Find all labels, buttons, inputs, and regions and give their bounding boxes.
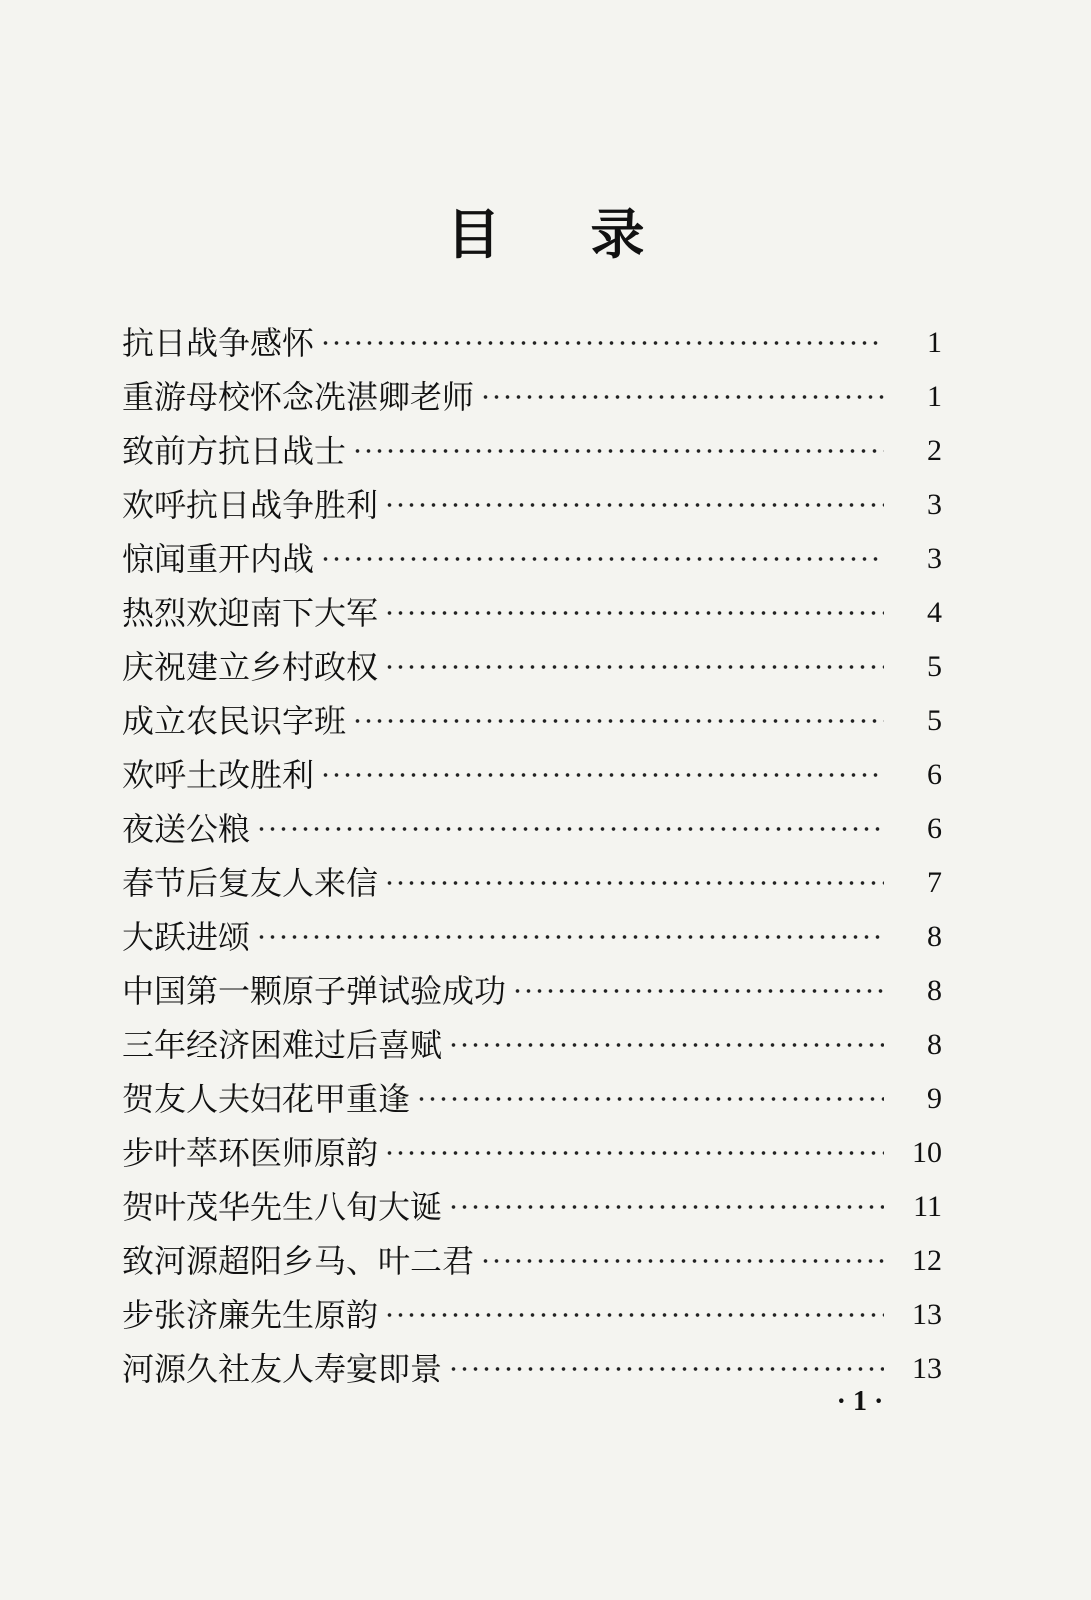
toc-entry-title: 春节后复友人来信 [122, 864, 379, 902]
toc-entry-page: 11 [913, 1190, 942, 1223]
dot-leader [384, 1150, 884, 1156]
toc-entry-page: 13 [912, 1352, 942, 1385]
toc-entry[interactable] [122, 532, 942, 586]
dot-leader [384, 1312, 884, 1318]
toc-entry-page: 4 [927, 596, 942, 629]
toc-entry-title: 重游母校怀念冼湛卿老师 [122, 378, 475, 416]
toc-entry-page: 1 [927, 326, 942, 359]
toc-entry[interactable] [122, 370, 942, 424]
toc-entry-page: 6 [927, 758, 942, 791]
toc-entry-page: 3 [927, 488, 942, 521]
dot-leader [512, 988, 884, 994]
toc-entry-page: 2 [927, 434, 942, 467]
toc-entry[interactable] [122, 694, 942, 748]
toc-entry[interactable] [122, 586, 942, 640]
dot-leader [320, 556, 884, 562]
toc-entry[interactable] [122, 748, 942, 802]
table-of-contents [122, 316, 942, 1396]
toc-entry-title: 河源久社友人寿宴即景 [122, 1350, 443, 1388]
toc-entry-title: 成立农民识字班 [122, 702, 347, 740]
dot-leader [448, 1204, 884, 1210]
dot-leader [384, 502, 884, 508]
dot-leader [256, 934, 884, 940]
toc-entry-title: 贺叶茂华先生八旬大诞 [122, 1188, 443, 1226]
toc-entry-page: 5 [927, 704, 942, 737]
dot-leader [320, 340, 884, 346]
toc-entry-page: 8 [927, 920, 942, 953]
toc-entry-page: 1 [927, 380, 942, 413]
dot-leader [448, 1366, 884, 1372]
title-char-2: 录 [590, 203, 645, 266]
dot-leader [352, 448, 884, 454]
toc-entry-title: 欢呼抗日战争胜利 [122, 486, 379, 524]
toc-entry-page: 8 [927, 1028, 942, 1061]
toc-entry-page: 12 [912, 1244, 942, 1277]
dot-leader [480, 1258, 884, 1264]
toc-entry-title: 庆祝建立乡村政权 [122, 648, 379, 686]
toc-entry-title: 惊闻重开内战 [122, 540, 315, 578]
toc-entry[interactable] [122, 640, 942, 694]
toc-entry-title: 夜送公粮 [122, 810, 251, 848]
toc-entry-title: 步叶萃环医师原韵 [122, 1134, 379, 1172]
dot-leader [256, 826, 884, 832]
dot-leader [448, 1042, 884, 1048]
toc-entry-title: 致前方抗日战士 [122, 432, 347, 470]
toc-entry-title: 三年经济困难过后喜赋 [122, 1026, 443, 1064]
toc-entry[interactable] [122, 802, 942, 856]
toc-entry-title: 步张济廉先生原韵 [122, 1296, 379, 1334]
toc-entry-title: 贺友人夫妇花甲重逢 [122, 1080, 411, 1118]
toc-entry[interactable] [122, 1180, 942, 1234]
toc-entry-title: 中国第一颗原子弹试验成功 [122, 972, 507, 1010]
dot-leader [384, 880, 884, 886]
toc-entry-page: 10 [912, 1136, 942, 1169]
page-number-footer: · 1 · [836, 1386, 884, 1417]
toc-entry[interactable] [122, 964, 942, 1018]
toc-entry-page: 3 [927, 542, 942, 575]
toc-entry[interactable] [122, 1234, 942, 1288]
dot-leader [480, 394, 884, 400]
toc-entry[interactable] [122, 1018, 942, 1072]
toc-entry-page: 5 [927, 650, 942, 683]
toc-entry[interactable] [122, 424, 942, 478]
toc-entry-page: 13 [912, 1298, 942, 1331]
toc-entry-page: 6 [927, 812, 942, 845]
toc-entry-title: 欢呼土改胜利 [122, 756, 315, 794]
toc-entry[interactable] [122, 1072, 942, 1126]
toc-entry-title: 抗日战争感怀 [122, 324, 315, 362]
page-title [0, 200, 1091, 270]
dot-leader [384, 664, 884, 670]
toc-entry-title: 大跃进颂 [122, 918, 251, 956]
toc-entry-title: 致河源超阳乡马、叶二君 [122, 1242, 475, 1280]
dot-leader [384, 610, 884, 616]
toc-entry-page: 7 [927, 866, 942, 899]
toc-entry[interactable] [122, 856, 942, 910]
title-char-1: 目 [446, 203, 501, 266]
dot-leader [352, 718, 884, 724]
toc-entry-page: 9 [927, 1082, 942, 1115]
toc-entry[interactable] [122, 1288, 942, 1342]
toc-entry[interactable] [122, 910, 942, 964]
dot-leader [320, 772, 884, 778]
dot-leader [416, 1096, 884, 1102]
toc-entry-page: 8 [927, 974, 942, 1007]
toc-entry[interactable] [122, 316, 942, 370]
toc-entry-title: 热烈欢迎南下大军 [122, 594, 379, 632]
toc-entry[interactable] [122, 1126, 942, 1180]
toc-entry[interactable] [122, 478, 942, 532]
